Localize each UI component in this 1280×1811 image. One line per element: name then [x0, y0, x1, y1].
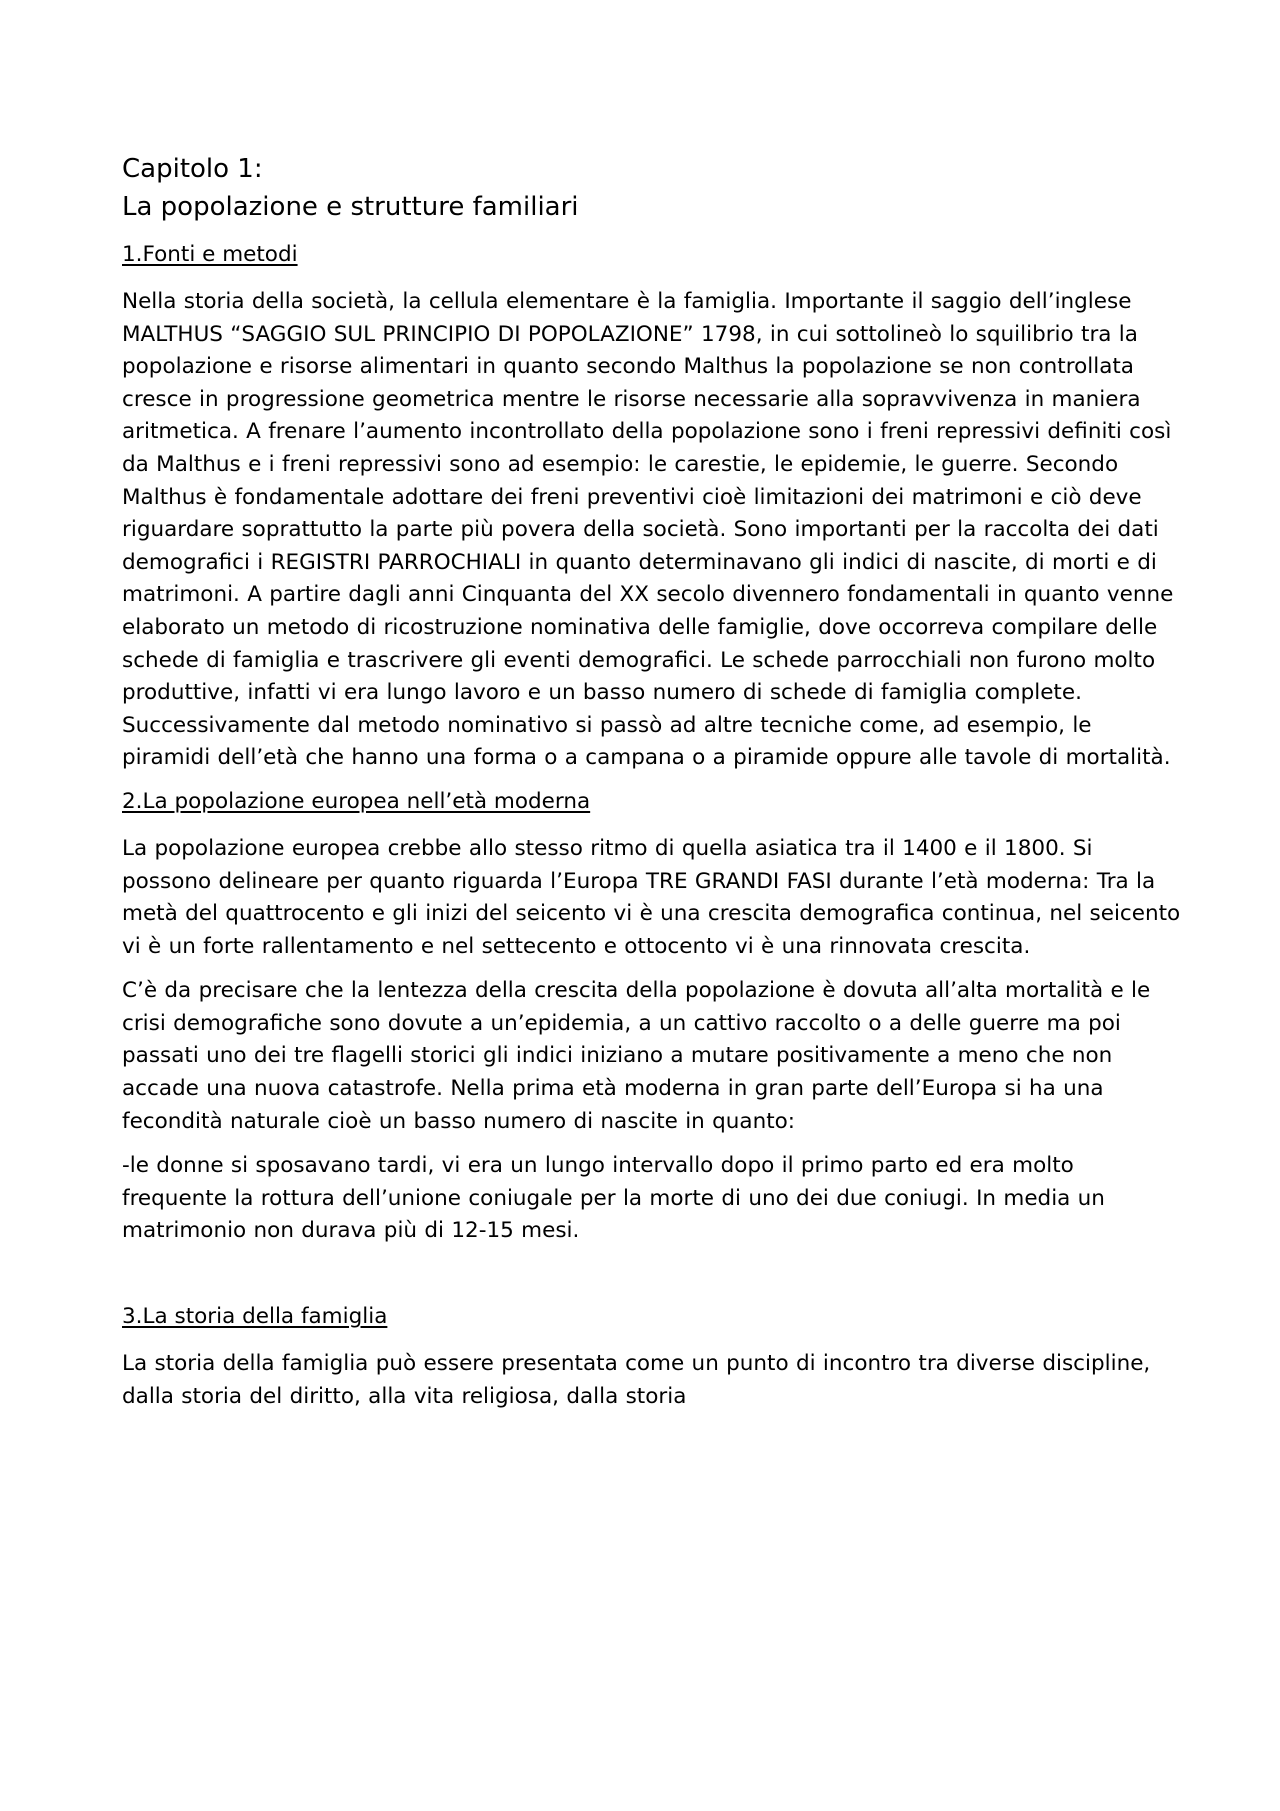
section-popolazione-europea: [122, 787, 1182, 1248]
blank-line: [122, 1260, 1182, 1302]
section-storia-famiglia: [122, 1302, 1182, 1413]
chapter-title: [122, 150, 1182, 226]
section-heading: 1.Fonti e metodi: [122, 242, 298, 267]
paragraph: -le donne si sposavano tardi, vi era un lungo intervallo dopo il primo parto ed era molto frequente la rottura dell’unione coniugale per la morte di uno dei due coniugi. In media un matrimonio non durava più di 12-15 mesi.: [122, 1153, 1105, 1244]
paragraph: Nella storia della società, la cellula elementare è la famiglia. Importante il saggio dell’inglese MALTHUS “SAGGIO SUL PRINCIPIO DI POPOLAZIONE” 1798, in cui sottolineò lo squilibrio tra la popolazione e risorse alimentari in quanto secondo Malthus la popolazione se non controllata cresce in progressione geometrica mentre le risorse necessarie alla sopravvivenza in maniera aritmetica. A frenare l’aumento incontrollato della popolazione sono i freni repressivi definiti così da Malthus e i freni repressivi sono ad esempio: le carestie, le epidemie, le guerre. Secondo Malthus è fondamentale adottare dei freni preventivi cioè limitazioni dei matrimoni e ciò deve riguardare soprattutto la parte più povera della società. Sono importanti per la raccolta dei dati demografici i REGISTRI PARROCHIALI in quanto determinavano gli indici di nascite, di morti e di matrimoni. A partire dagli anni Cinquanta del XX secolo divennero fondamentali in quanto venne elaborato un metodo di ricostruzione nominativa delle famiglie, dove occorreva compilare delle schede di famiglia e trascrivere gli eventi demografici. Le schede parrocchiali non furono molto produttive, infatti vi era lungo lavoro e un basso numero di schede di famiglia complete. Successivamente dal metodo nominativo si passò ad altre tecniche come, ad esempio, le piramidi dell’età che hanno una forma o a campana o a piramide oppure alle tavole di mortalità.: [122, 289, 1174, 771]
paragraph: La storia della famiglia può essere presentata come un punto di incontro tra diverse discipline, dalla storia del diritto, alla vita religiosa, dalla storia: [122, 1351, 1151, 1409]
chapter-subtitle: La popolazione e strutture familiari: [122, 192, 579, 222]
section-heading: 3.La storia della famiglia: [122, 1304, 388, 1330]
paragraph: La popolazione europea crebbe allo stesso ritmo di quella asiatica tra il 1400 e il 1800. Si possono delineare per quanto riguarda l’Europa TRE GRANDI FASI durante l’età moderna: Tra la metà del quattrocento e gli inizi del seicento vi è una crescita demografica continua, nel seicento vi è un forte rallentamento e nel settecento e ottocento vi è una rinnovata crescita.: [122, 835, 1181, 959]
section-fonti-e-metodi: [122, 240, 1182, 775]
section-heading: 2.La popolazione europea nell’età moderna: [122, 788, 591, 814]
chapter-number: Capitolo 1:: [122, 154, 263, 184]
document-page: [122, 150, 1182, 1425]
paragraph: C’è da precisare che la lentezza della crescita della popolazione è dovuta all’alta mortalità e le crisi demografiche sono dovute a un’epidemia, a un cattivo raccolto o a delle guerre ma poi passati uno dei tre flagelli storici gli indici iniziano a mutare positivamente a meno che non accade una nuova catastrofe. Nella prima età moderna in gran parte dell’Europa si ha una fecondità naturale cioè un basso numero di nascite in quanto:: [122, 978, 1151, 1134]
